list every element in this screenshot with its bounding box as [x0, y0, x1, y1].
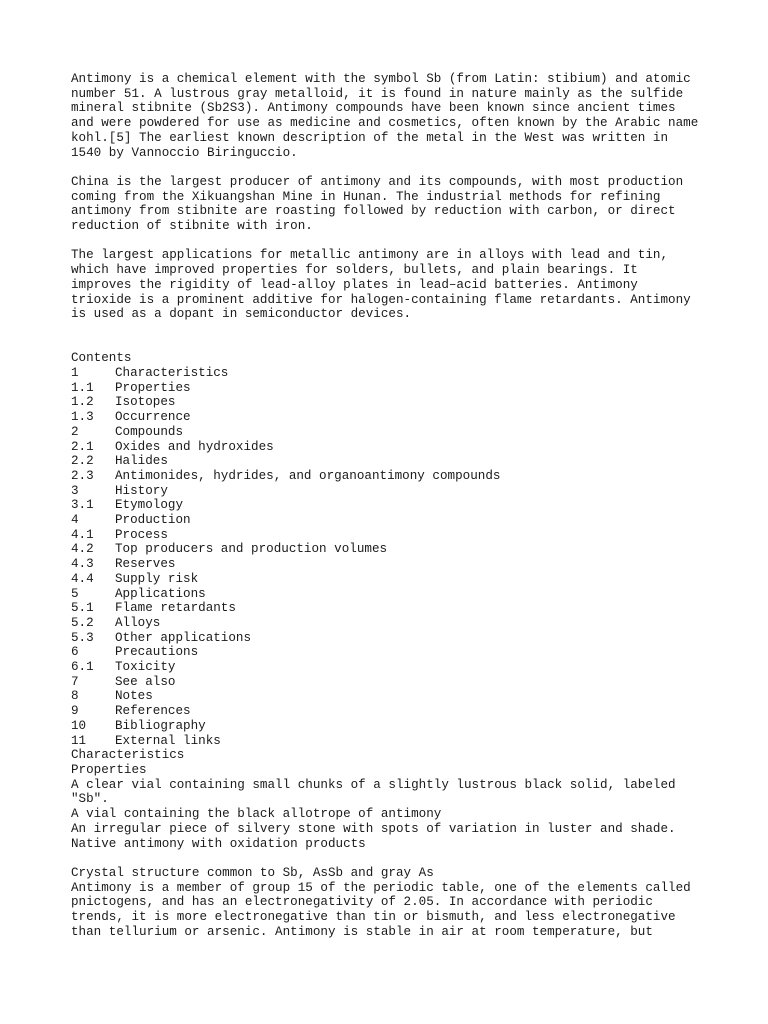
contents-item[interactable] [71, 425, 721, 440]
section-heading: Characteristics [71, 748, 185, 763]
contents-item-label: Compounds [115, 424, 184, 439]
contents-item[interactable] [71, 484, 721, 499]
image-caption: A vial containing the black allotrope of antimony [71, 807, 442, 822]
contents-item-label: Notes [115, 689, 153, 704]
contents-item-number: 3 [71, 483, 79, 498]
contents-item[interactable] [71, 572, 721, 587]
contents-item-number: 1.1 [71, 380, 94, 395]
contents-item[interactable] [71, 587, 721, 602]
contents-item[interactable] [71, 631, 721, 646]
contents-heading: Contents [71, 351, 132, 366]
contents-item-number: 2.3 [71, 468, 94, 483]
contents-item[interactable] [71, 410, 721, 425]
contents-item-label: Etymology [115, 498, 184, 513]
contents-item-number: 5.3 [71, 630, 94, 645]
contents-item[interactable] [71, 440, 721, 455]
contents-item[interactable] [71, 689, 721, 704]
contents-item-number: 4.3 [71, 557, 94, 572]
document-page [71, 72, 721, 939]
contents-item-label: Precautions [115, 645, 199, 660]
contents-item-label: Alloys [115, 615, 161, 630]
contents-item-label: Flame retardants [115, 601, 236, 616]
contents-item-number: 2 [71, 424, 79, 439]
contents-item-label: Process [115, 527, 168, 542]
contents-item-label: External links [115, 733, 221, 748]
contents-item-label: Reserves [115, 557, 176, 572]
contents-item[interactable] [71, 528, 721, 543]
contents-item-number: 4 [71, 513, 79, 528]
table-of-contents [71, 351, 721, 748]
contents-item[interactable] [71, 381, 721, 396]
contents-item[interactable] [71, 645, 721, 660]
contents-item-number: 11 [71, 733, 87, 748]
article-body [71, 748, 721, 939]
contents-item[interactable] [71, 616, 721, 631]
contents-item-label: Other applications [115, 630, 252, 645]
contents-item-label: Applications [115, 586, 206, 601]
contents-item-label: References [115, 704, 191, 719]
contents-item[interactable] [71, 469, 721, 484]
contents-item-number: 9 [71, 704, 79, 719]
contents-item[interactable] [71, 734, 721, 749]
contents-item[interactable] [71, 542, 721, 557]
contents-item-label: Bibliography [115, 718, 206, 733]
contents-item-label: Properties [115, 380, 191, 395]
contents-item-label: History [115, 483, 168, 498]
contents-item-label: Oxides and hydroxides [115, 439, 274, 454]
contents-item-number: 1.3 [71, 410, 94, 425]
contents-item[interactable] [71, 557, 721, 572]
blank-line [71, 851, 721, 866]
contents-item-label: Characteristics [115, 366, 229, 380]
contents-item[interactable] [71, 454, 721, 469]
image-caption: An irregular piece of silvery stone with spots of variation in luster and shade. [71, 821, 676, 836]
contents-item-label: Antimonides, hydrides, and organoantimony compounds [115, 468, 501, 483]
subsection-heading: Properties [71, 762, 147, 777]
contents-item[interactable] [71, 719, 721, 734]
contents-item-label: Production [115, 513, 191, 528]
contents-item-number: 5 [71, 586, 79, 601]
contents-item-number: 4.2 [71, 542, 94, 557]
contents-item-number: 10 [71, 718, 87, 733]
contents-item-number: 3.1 [71, 498, 94, 513]
contents-item[interactable] [71, 601, 721, 616]
blank-line [71, 337, 721, 352]
image-caption: A clear vial containing small chunks of a slightly lustrous black solid, labeled "Sb". [71, 777, 676, 807]
contents-item-number: 4.4 [71, 571, 94, 586]
intro-paragraph-3: The largest applications for metallic antimony are in alloys with lead and tin, which have improved properties for solders, bullets, and plain bearings. It improves the rigidity of lead-alloy plates in lead–acid batteries. Antimony trioxide is a prominent additive for halogen-containing flame retardants. Antimony is used as a dopant in semiconductor devices. [71, 248, 691, 322]
contents-item-number: 4.1 [71, 527, 94, 542]
intro-paragraph-2: China is the largest producer of antimony and its compounds, with most production coming from the Xikuangshan Mine in Hunan. The industrial methods for refining antimony from stibnite are roasting followed by reduction with carbon, or direct reduction of stibnite with iron. [71, 174, 684, 234]
contents-item[interactable] [71, 366, 721, 381]
contents-item-number: 5.2 [71, 615, 94, 630]
contents-item-number: 2.1 [71, 439, 94, 454]
contents-item-label: Occurrence [115, 410, 191, 425]
contents-item-number: 2.2 [71, 454, 94, 469]
contents-item-number: 5.1 [71, 601, 94, 616]
body-paragraph: Antimony is a member of group 15 of the periodic table, one of the elements called pnictogens, and has an electronegativity of 2.05. In accordance with periodic trends, it is more electronegative than tin or bismuth, and less electronegative than tellurium or arsenic. Antimony is stable in air at room temperature, but [71, 880, 691, 939]
contents-list [71, 366, 721, 748]
contents-item-label: See also [115, 674, 176, 689]
contents-item-label: Top producers and production volumes [115, 542, 388, 557]
contents-item-number: 1 [71, 366, 79, 380]
contents-item-label: Supply risk [115, 571, 199, 586]
contents-item-number: 1.2 [71, 395, 94, 410]
contents-item-number: 7 [71, 674, 79, 689]
contents-item[interactable] [71, 660, 721, 675]
contents-item[interactable] [71, 513, 721, 528]
contents-item-number: 8 [71, 689, 79, 704]
contents-item[interactable] [71, 704, 721, 719]
intro-paragraph-1: Antimony is a chemical element with the symbol Sb (from Latin: stibium) and atomic number 51. A lustrous gray metalloid, it is found in nature mainly as the sulfide mineral stibnite (Sb2S3). Antimony compounds have been known since ancient times and were powdered for use as medicine and cosmetics, often known by the Arabic name kohl.[5] The earliest known description of the metal in the West was written in 1540 by Vannoccio Biringuccio. [71, 72, 699, 160]
contents-item[interactable] [71, 395, 721, 410]
contents-item[interactable] [71, 498, 721, 513]
contents-item-number: 6.1 [71, 660, 94, 675]
contents-item[interactable] [71, 675, 721, 690]
contents-item-label: Toxicity [115, 660, 176, 675]
contents-item-number: 6 [71, 645, 79, 660]
contents-item-label: Halides [115, 454, 168, 469]
image-caption: Crystal structure common to Sb, AsSb and gray As [71, 865, 434, 880]
image-caption: Native antimony with oxidation products [71, 836, 366, 851]
contents-item-label: Isotopes [115, 395, 176, 410]
